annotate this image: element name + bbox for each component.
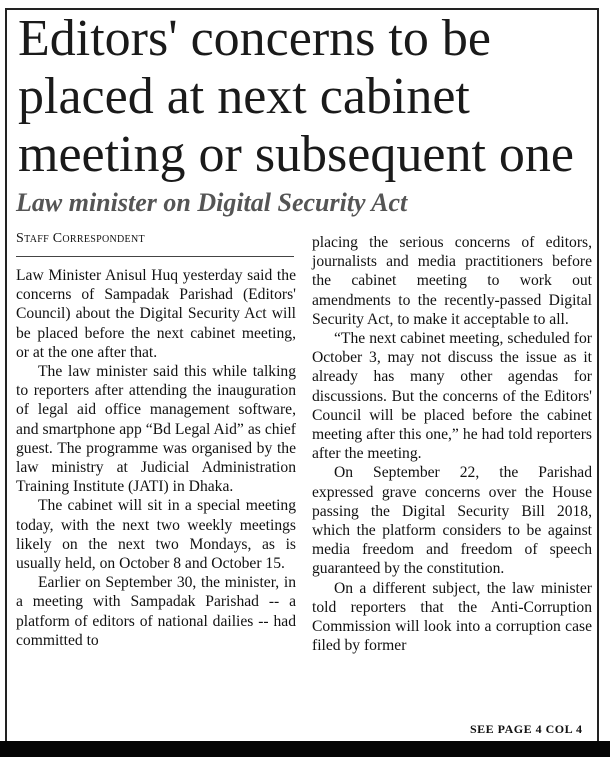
bottom-border	[0, 741, 610, 757]
paragraph: Law Minister Anisul Huq yesterday said the concerns of Sampadak Parishad (Editors' Council) about the Digital Security Act will be placed before the next cabinet meeting, or at the one after that.	[16, 267, 296, 361]
kicker-subheadline: Law minister on Digital Security Act	[16, 188, 408, 217]
headline: Editors' concerns to be placed at next cabinet meeting or subsequent one	[18, 10, 574, 183]
byline-divider	[16, 256, 294, 257]
paragraph: Earlier on September 30, the minister, in a meeting with Sampadak Parishad -- a platform of editors of national dailies -- had committed to	[16, 574, 296, 649]
left-column	[16, 266, 296, 650]
paragraph: placing the serious concerns of editors, journalists and media practitioners before the cabinet meeting to work out amendments to the recently-passed Digital Security Act, to make it acceptable to all.	[312, 234, 592, 328]
continuation-reference: SEE PAGE 4 COL 4	[470, 722, 583, 736]
byline: Staff Correspondent	[16, 231, 145, 246]
right-column	[312, 233, 592, 655]
paragraph: On a different subject, the law minister told reporters that the Anti-Corruption Commission will look into a corruption case filed by former	[312, 579, 592, 655]
paragraph: “The next cabinet meeting, scheduled for October 3, may not discuss the issue as it already has many other agendas for discussions. But the concerns of the Editors' Council will be placed before the cabinet meeting after this one,” he had told reporters after the meeting.	[312, 330, 592, 463]
paragraph: The cabinet will sit in a special meeting today, with the next two weekly meetings likely on the next two Mondays, as is usually held, on October 8 and October 15.	[16, 497, 296, 573]
paragraph: The law minister said this while talking to reporters after attending the inauguration of legal aid office management software, and smartphone app “Bd Legal Aid” as chief guest. The programme was organised by the law ministry at Judicial Administration Training Institute (JATI) in Dhaka.	[16, 363, 296, 496]
paragraph: On September 22, the Parishad expressed grave concerns over the House passing the Digital Security Bill 2018, which the platform considers to be against media freedom and freedom of speech guaranteed by the constitution.	[312, 464, 592, 578]
